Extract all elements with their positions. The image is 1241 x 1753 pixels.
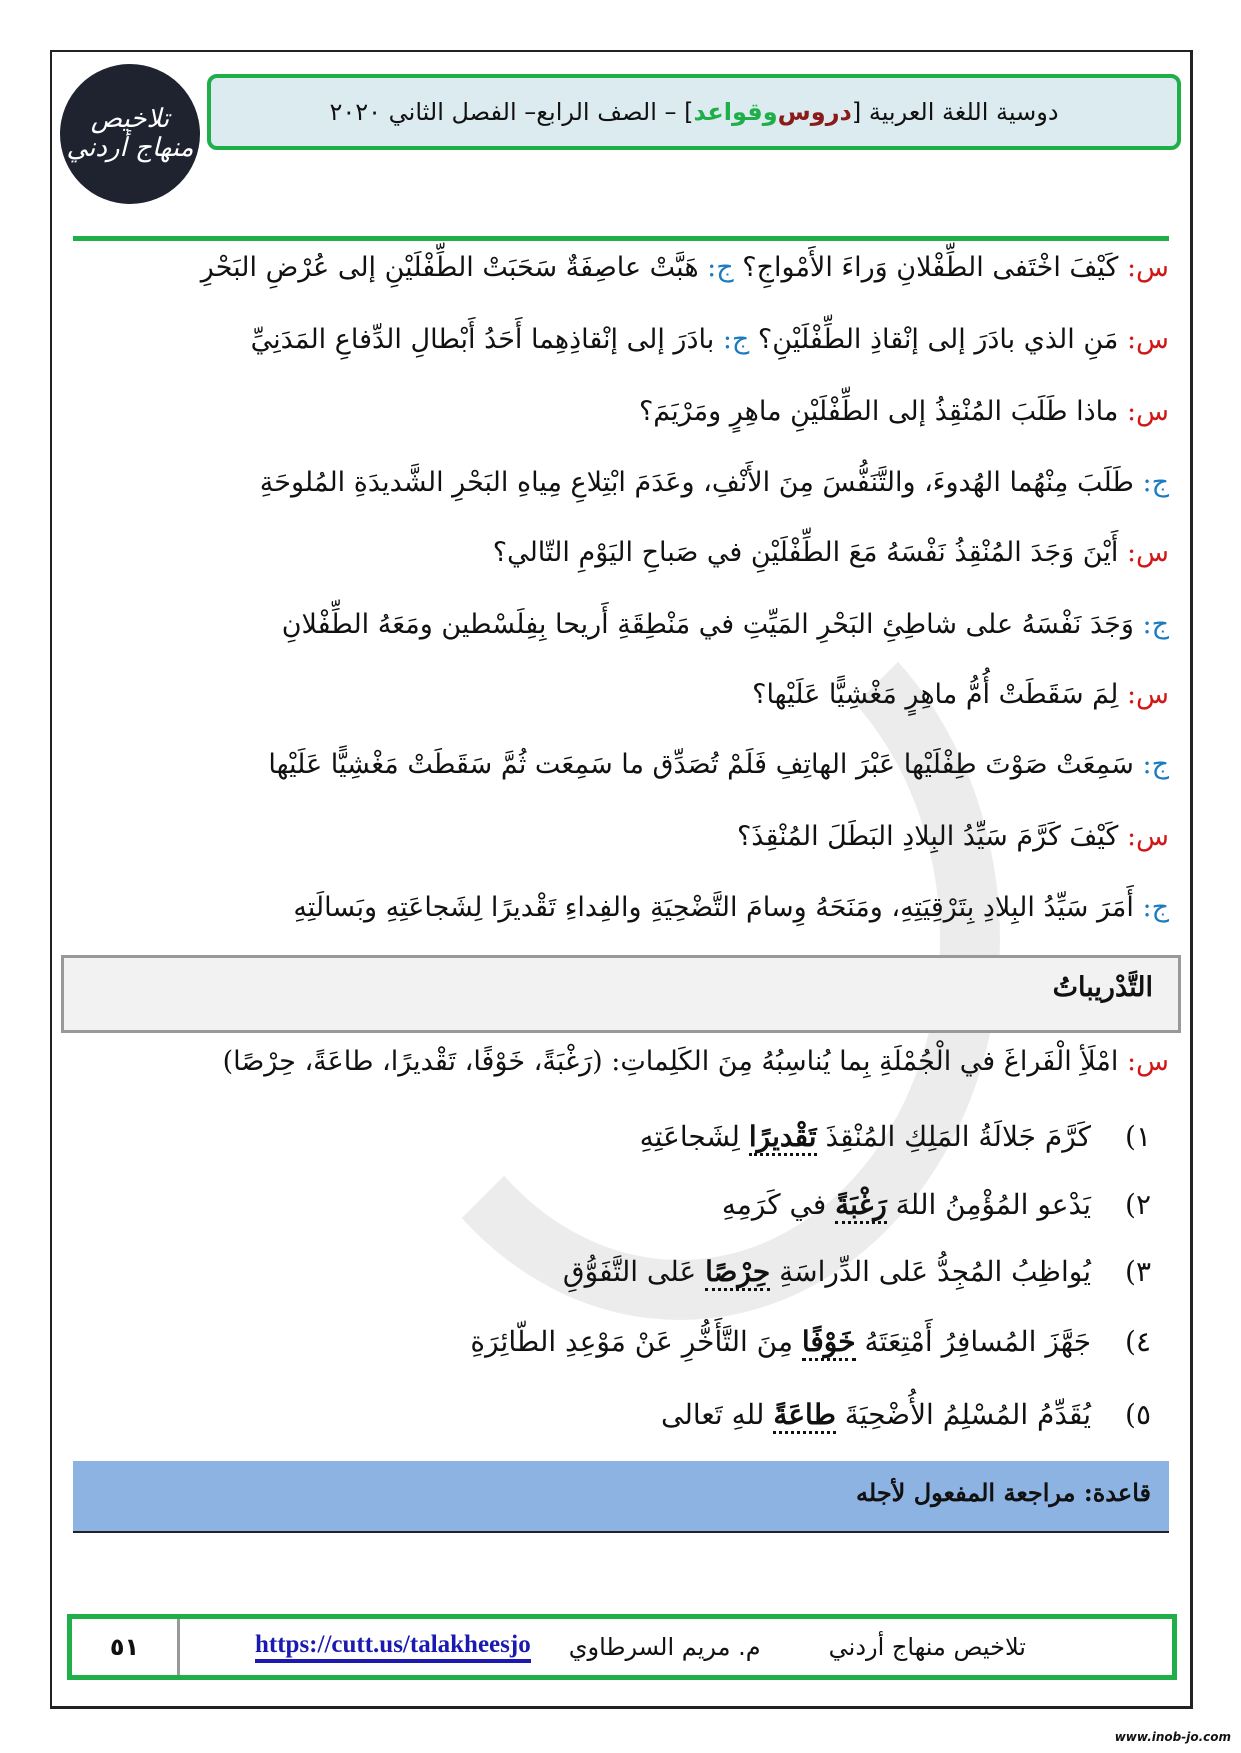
text-segment: وَجَدَ نَفْسَهُ على شاطِئِ البَحْرِ المَيِّتِ في مَنْطِقَةِ أَريحا بِفِلَسْطين ومَعَهُ الطِّفْلانِ <box>281 609 1143 640</box>
text-segment: جَهَّزَ المُسافِرُ أَمْتِعَتَهُ <box>855 1325 1091 1358</box>
answer-line <box>268 749 1169 780</box>
text-segment: امْلَأِ الْفَراغَ في الْجُمْلَةِ بِما يُناسِبُهُ مِنَ الكَلِماتِ: (رَغْبَةً، خَوْفًا، تَقْديرًا، طاعَةً، حِرْصًا) <box>222 1046 1127 1077</box>
title-prefix: دوسية اللغة العربية [ <box>851 98 1059 126</box>
answer-line <box>260 467 1169 498</box>
text-segment: سَمِعَتْ صَوْتَ طِفْلَيْها عَبْرَ الهاتِفِ فَلَمْ تُصَدِّق ما سَمِعَت ثُمَّ سَقَطَتْ مَغْشِيًّا عَلَيْها <box>268 749 1143 780</box>
text-segment: مَنِ الذي بادَرَ إلى إنْقاذِ الطِّفْلَيْنِ؟ <box>757 324 1127 355</box>
page-title <box>207 74 1181 150</box>
footer <box>67 1614 1177 1680</box>
text-segment: في كَرَمِهِ <box>721 1188 836 1221</box>
question-line <box>639 396 1169 427</box>
text-segment: ج: <box>1142 467 1169 498</box>
text-segment: مِنَ التَّأَخُّرِ عَنْ مَوْعِدِ الطّائِرَةِ <box>470 1325 802 1358</box>
exercise-item <box>661 1398 1151 1431</box>
text-segment: س: <box>1126 1046 1169 1077</box>
question-line <box>737 821 1169 852</box>
exercise-item <box>563 1255 1151 1288</box>
text-segment: يُقَدِّمُ المُسْلِمُ الأُضْحِيَةَ <box>835 1398 1091 1431</box>
logo <box>60 64 200 204</box>
footer-author: م. مريم السرطاوي <box>568 1633 761 1661</box>
watermark-site: www.inob-jo.com <box>1114 1730 1231 1744</box>
text-segment: أَمَرَ سَيِّدُ البِلادِ بِتَرْقِيَتِهِ، ومَنَحَهُ وِسامَ التَّضْحِيَةِ والفِداءِ تَقْديرًا لِشَجاعَتِهِ وبَسالَتِهِ <box>293 892 1143 923</box>
text-segment: بادَرَ إلى إنْقاذِهِما أَحَدُ أَبْطالِ الدِّفاعِ المَدَنِيِّ <box>250 324 723 355</box>
text-segment: كَيْفَ كَرَّمَ سَيِّدُ البِلادِ البَطَلَ المُنْقِذَ؟ <box>736 821 1127 852</box>
text-segment: لِشَجاعَتِهِ <box>639 1120 749 1153</box>
text-segment: ج: <box>707 252 743 283</box>
text-segment: يَدْعو المُؤْمِنُ اللهَ <box>886 1188 1091 1221</box>
text-segment: كَرَّمَ جَلالَةُ المَلِكِ المُنْقِذَ <box>816 1120 1091 1153</box>
logo-text: تلاخيص منهاج أردني <box>66 104 194 163</box>
title-and: و <box>762 98 778 126</box>
text-segment: ج: <box>1142 749 1169 780</box>
text-segment: هَبَّتْ عاصِفَةٌ سَحَبَتْ الطِّفْلَيْنِ إلى عُرْضِ البَحْرِ <box>200 252 708 283</box>
text-segment: ج: <box>1142 892 1169 923</box>
answer-word: طاعَةً <box>773 1398 836 1434</box>
text-segment: ٣) <box>1125 1255 1151 1288</box>
exercise-question <box>223 1046 1169 1077</box>
answer-line <box>293 892 1169 923</box>
text-segment: أَيْنَ وَجَدَ المُنْقِذُ نَفْسَهُ مَعَ الطِّفْلَيْنِ في صَباحِ اليَوْمِ التّالي؟ <box>492 537 1127 568</box>
divider <box>73 236 1169 241</box>
text-segment: س: <box>1126 679 1169 710</box>
text-segment: كَيْفَ اخْتَفى الطِّفْلانِ وَراءَ الأَمْواجِ؟ <box>742 252 1127 283</box>
footer-site-name: تلاخيص منهاج أردني <box>828 1633 1026 1661</box>
text-segment: ١) <box>1125 1120 1151 1153</box>
text-segment: ماذا طَلَبَ المُنْقِذُ إلى الطِّفْلَيْنِ ماهِرٍ ومَرْيَمَ؟ <box>638 396 1127 427</box>
text-segment: ٥) <box>1125 1398 1151 1431</box>
rule-title: قاعدة: مراجعة المفعول لأجله <box>856 1478 1151 1507</box>
qa-line <box>251 324 1169 355</box>
qa-line <box>201 252 1169 283</box>
exercises-header-box <box>61 955 1181 1033</box>
question-line <box>752 679 1169 710</box>
title-rules: قواعد <box>693 98 763 126</box>
text-segment: عَلى التَّفَوُّقِ <box>562 1255 706 1288</box>
answer-word: حِرْصًا <box>705 1255 770 1291</box>
text-segment: يُواظِبُ المُجِدُّ عَلى الدِّراسَةِ <box>770 1255 1091 1288</box>
exercise-item <box>640 1120 1151 1153</box>
text-segment: س: <box>1126 821 1169 852</box>
text-segment: ٤) <box>1125 1325 1151 1358</box>
exercises-title: التَّدْريباتُ <box>1052 972 1153 1003</box>
answer-word: رَغْبَةً <box>835 1188 887 1224</box>
title-suffix: ] – الصف الرابع– الفصل الثاني ٢٠٢٠ <box>329 98 694 126</box>
text-segment: س: <box>1126 537 1169 568</box>
text-segment: لِمَ سَقَطَتْ أُمُّ ماهِرٍ مَغْشِيًّا عَلَيْها؟ <box>752 679 1127 710</box>
footer-link[interactable]: https://cutt.us/talakheesjo <box>255 1631 531 1663</box>
answer-word: خَوْفًا <box>802 1325 856 1361</box>
text-segment: س: <box>1126 396 1169 427</box>
text-segment: للهِ تَعالى <box>660 1398 774 1431</box>
text-segment: ج: <box>1142 609 1169 640</box>
text-segment: ج: <box>722 324 758 355</box>
answer-word: تَقْديرًا <box>749 1120 817 1156</box>
title-lessons: دروس <box>777 98 852 126</box>
question-line <box>493 537 1169 568</box>
exercise-item <box>722 1188 1151 1221</box>
text-segment: طَلَبَ مِنْهُما الهُدوءَ، والتَّنَفُّسَ مِنَ الأَنْفِ، وعَدَمَ ابْتِلاعِ مِياهِ البَحْرِ الشَّديدَةِ المُلوحَةِ <box>259 467 1143 498</box>
page-number: ٥١ <box>72 1619 180 1675</box>
text-segment: س: <box>1126 252 1169 283</box>
exercise-item <box>470 1325 1151 1358</box>
text-segment: ٢) <box>1125 1188 1151 1221</box>
answer-line <box>282 609 1169 640</box>
text-segment: س: <box>1126 324 1169 355</box>
